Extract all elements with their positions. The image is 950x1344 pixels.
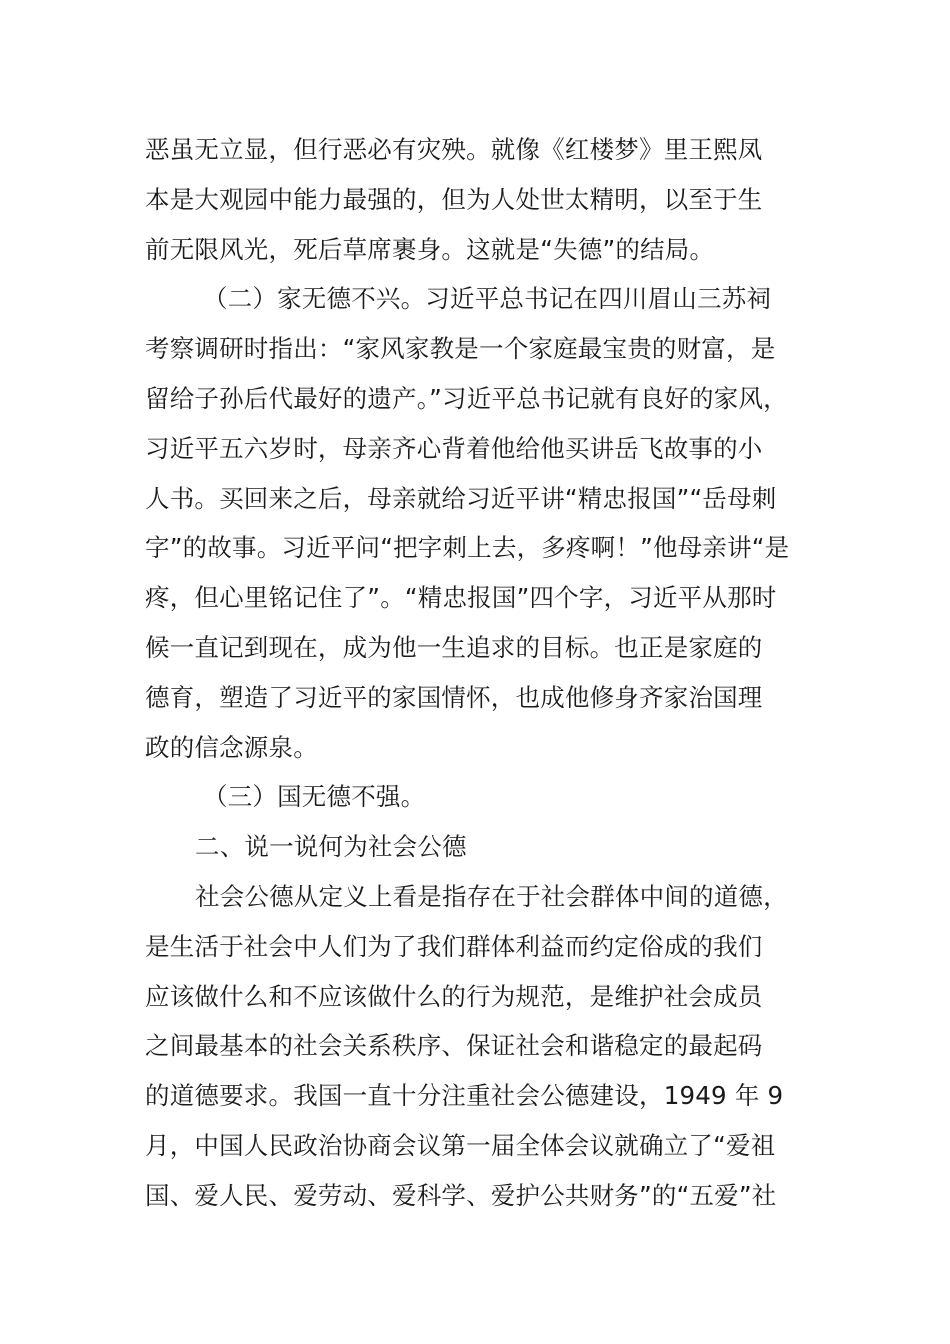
text-line: 之间最基本的社会关系秩序、保证社会和谐稳定的最起码 bbox=[145, 1031, 763, 1061]
text-line: 应该做什么和不应该做什么的行为规范，是维护社会成员 bbox=[145, 981, 763, 1011]
text-line: 恶虽无立显，但行恶必有灾殃。就像《红楼梦》里王熙凤 bbox=[145, 135, 763, 164]
text-line: 人书。买回来之后，母亲就给习近平讲“精忠报国”“岳母刺 bbox=[145, 483, 777, 513]
body-text bbox=[145, 125, 830, 1221]
chapter-heading: 二、说一说何为社会公德 bbox=[195, 832, 467, 862]
text-line: 候一直记到现在，成为他一生追求的目标。也正是家庭的 bbox=[145, 632, 763, 662]
section-heading-2: （二）家无德不兴。习近平总书记在四川眉山三苏祠 bbox=[203, 284, 772, 314]
text-line: 疼，但心里铭记住了”。“精忠报国”四个字，习近平从那时 bbox=[145, 583, 777, 613]
text-line: 留给子孙后代最好的遗产。”习近平总书记就有良好的家风， bbox=[145, 383, 788, 413]
text-line: 字”的故事。习近平问“把字刺上去，多疼啊！”他母亲讲“是 bbox=[145, 533, 790, 563]
text-line: 月，中国人民政治协商会议第一届全体会议就确立了“爱祖 bbox=[145, 1130, 776, 1160]
text-line: 习近平五六岁时，母亲齐心背着他给他买讲岳飞故事的小 bbox=[145, 433, 763, 463]
text-line: 国、爱人民、爱劳动、爱科学、爱护公共财务”的“五爱”社 bbox=[145, 1180, 777, 1210]
text-line: 是生活于社会中人们为了我们群体利益而约定俗成的我们 bbox=[145, 931, 763, 961]
text-line: 德育，塑造了习近平的家国情怀，也成他修身齐家治国理 bbox=[145, 682, 763, 712]
text-line: 前无限风光，死后草席裹身。这就是“失德”的结局。 bbox=[145, 234, 715, 264]
paragraph-start: 社会公德从定义上看是指存在于社会群体中间的道德， bbox=[195, 881, 788, 911]
section-heading-3: （三）国无德不强。 bbox=[203, 782, 426, 812]
text-line: 考察调研时指出：“家风家教是一个家庭最宝贵的财富，是 bbox=[145, 334, 776, 364]
text-line: 本是大观园中能力最强的，但为人处世太精明，以至于生 bbox=[145, 184, 763, 214]
text-line: 政的信念源泉。 bbox=[145, 732, 318, 762]
text-line: 的道德要求。我国一直十分注重社会公德建设，1949 年 9 bbox=[145, 1081, 784, 1111]
